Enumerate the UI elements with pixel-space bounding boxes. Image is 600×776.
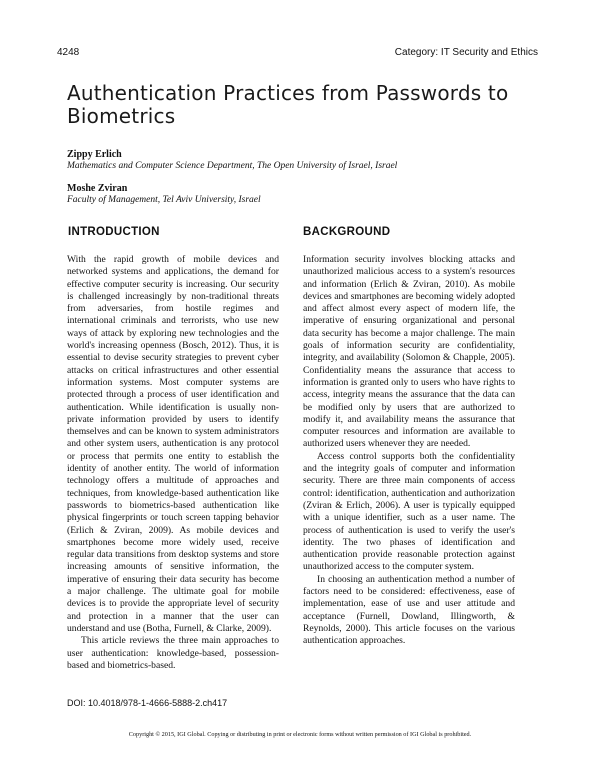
introduction-body <box>67 254 279 672</box>
paragraph: Information security involves blocking attacks and unauthorized malicious access to a system's resources and information (Erlich & Zviran, 2010). As mobile devices and smartphones are becoming widely adopted and affect almost every aspect of modern life, the imperative of ensuring organizational and personal data security has become a major challenge. The main goals of information security are confidentiality, integrity, and availability (Solomon & Chapple, 2005). Confidentiality means the assurance that access to information is granted only to users who have rights to access, integrity means the assurance that the data can be modified only by users that are authorized to modify it, and availability means the assurance that computer resources and information are available to authorized users whenever they are needed. <box>303 254 515 450</box>
copyright-notice: Copyright © 2015, IGI Global. Copying or distributing in print or electronic forms without written permission of IGI Global is prohibited. <box>128 731 472 738</box>
paragraph: This article reviews the three main approaches to user authentication: knowledge-based, possession-based and biometrics-based. <box>67 635 279 671</box>
doi-text: DOI: 10.4018/978-1-4666-5888-2.ch417 <box>67 698 228 708</box>
author-name: Moshe Zviran <box>67 183 128 194</box>
article-title: Authentication Practices from Passwords to Biometrics <box>67 81 509 128</box>
paragraph: Access control supports both the confidentiality and the integrity goals of computer and information security. There are three main components of access control: identification, authentication and authorization (Zviran & Erlich, 2006). A user is typically equipped with a unique identifier, such as a user name. The process of authentication is used to verify the user's identity. The two phases of identification and authentication provide reasonable protection against unauthorized access to the computer system. <box>303 450 515 573</box>
author-affiliation: Faculty of Management, Tel Aviv University, Israel <box>67 195 261 205</box>
page-number: 4248 <box>57 47 80 58</box>
background-body <box>303 254 515 648</box>
author-name: Zippy Erlich <box>67 149 122 160</box>
category-label: Category: IT Security and Ethics <box>394 47 538 58</box>
author-affiliation: Mathematics and Computer Science Department, The Open University of Israel, Israel <box>67 161 398 171</box>
paragraph: With the rapid growth of mobile devices and networked systems and applications, the demand for effective computer security is increasing. Our security is challenged increasingly by non-traditional threats from adversaries, from hostile regimes and international criminals and terrorists, who use new ways of attack by exploring new technologies and the world's increasing openness (Bosch, 2012). Thus, it is essential to devise security strategies to prevent cyber attacks on critical infrastructures and other essential information systems. Most computer systems are protected through a process of user identification and authentication. While identification is usually non-private information provided by users to identify themselves and can be known to system administrators and other system users, authentication is any protocol or process that permits one entity to establish the identity of another entity. The world of information technology offers a multitude of approaches and techniques, from knowledge-based authentication like passwords to biometrics-based authentication like physical fingerprints or touch screen tapping behavior (Erlich & Zviran, 2009). As mobile devices and smartphones become more widely used, receive regular data transitions from desktop systems and store increasing amounts of sensitive information, the imperative of ensuring their data security has become a major challenge. The ultimate goal for mobile devices is to provide the appropriate level of security and protection in a manner that the user can understand and use (Botha, Furnell, & Clarke, 2009). <box>67 254 279 634</box>
background-heading: BACKGROUND <box>303 226 391 238</box>
paragraph: In choosing an authentication method a number of factors need to be considered: effectiveness, ease of implementation, ease of use and user attitude and acceptance (Furnell, Dowland, Illingworth, & Reynolds, 2000). This article focuses on the various authentication approaches. <box>303 573 515 647</box>
introduction-heading: INTRODUCTION <box>68 226 160 238</box>
